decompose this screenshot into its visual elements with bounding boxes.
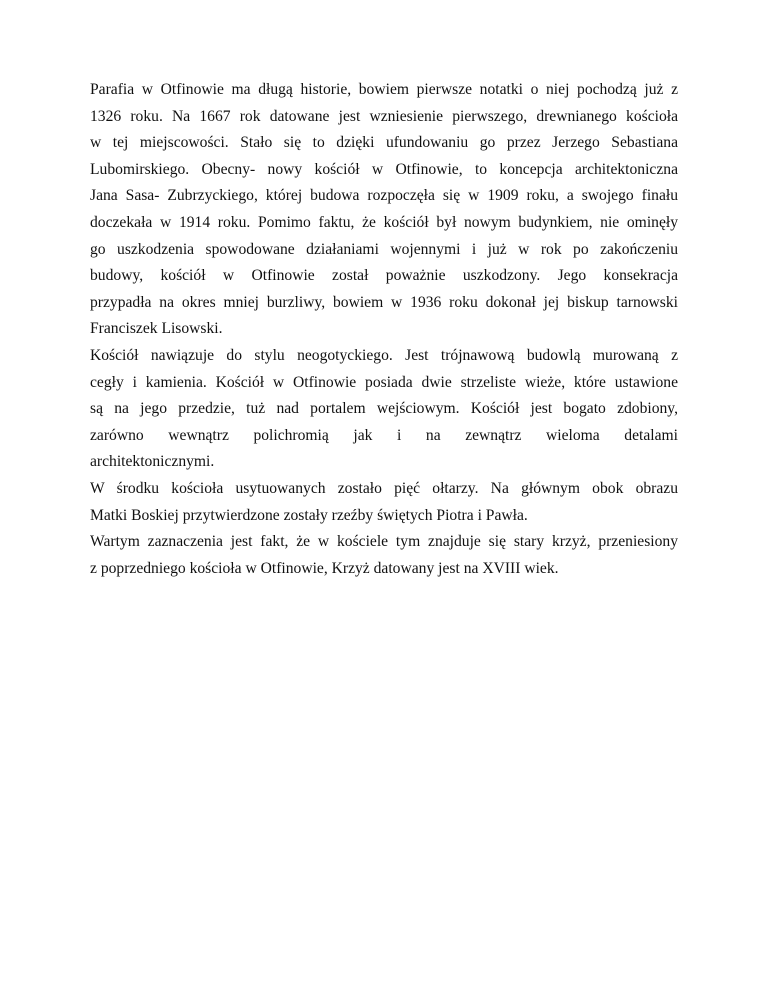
text-line: Lubomirskiego. Obecny- nowy kościół w Otfinowie, to koncepcja architektoniczna: [90, 160, 678, 178]
text-line: Jana Sasa- Zubrzyckiego, której budowa rozpoczęła się w 1909 roku, a swojego finału: [90, 187, 678, 205]
text-line: zarówno wewnątrz polichromią jak i na zewnątrz wieloma detalami: [90, 426, 678, 444]
text-line: 1326 roku. Na 1667 rok datowane jest wzniesienie pierwszego, drewnianego kościoła: [90, 107, 678, 125]
text-line: z poprzedniego kościoła w Otfinowie, Krzyż datowany jest na XVIII wiek.: [90, 559, 559, 577]
paragraph-parish-history: [90, 77, 678, 343]
text-line: W środku kościoła usytuowanych zostało pięć ołtarzy. Na głównym obok obrazu: [90, 479, 678, 497]
document-body: [90, 77, 678, 582]
text-line: są na jego przedzie, tuż nad portalem wejściowym. Kościół jest bogato zdobiony,: [90, 400, 678, 418]
text-line: w tej miejscowości. Stało się to dzięki ufundowaniu go przez Jerzego Sebastiana: [90, 134, 678, 152]
text-line: Wartym zaznaczenia jest fakt, że w kościele tym znajduje się stary krzyż, przeniesiony: [90, 533, 678, 551]
text-line: Kościół nawiązuje do stylu neogotyckiego. Jest trójnawową budowlą murowaną z: [90, 346, 678, 364]
text-line: Parafia w Otfinowie ma długą historie, bowiem pierwsze notatki o niej pochodzą już z: [90, 81, 678, 98]
text-line: doczekała w 1914 roku. Pomimo faktu, że kościół był nowym budynkiem, nie ominęły: [90, 213, 678, 231]
text-line: go uszkodzenia spowodowane działaniami wojennymi i już w rok po zakończeniu: [90, 240, 678, 258]
text-line: Matki Boskiej przytwierdzone zostały rzeźby świętych Piotra i Pawła.: [90, 506, 528, 524]
text-line: Franciszek Lisowski.: [90, 320, 223, 338]
text-line: architektonicznymi.: [90, 453, 215, 471]
paragraph-old-cross: [90, 529, 678, 582]
text-line: przypadła na okres mniej burzliwy, bowiem w 1936 roku dokonał jej biskup tarnowski: [90, 293, 678, 311]
paragraph-church-style: [90, 343, 678, 476]
text-line: budowy, kościół w Otfinowie został poważnie uszkodzony. Jego konsekracja: [90, 267, 678, 285]
text-line: cegły i kamienia. Kościół w Otfinowie posiada dwie strzeliste wieże, które ustawione: [90, 373, 678, 391]
paragraph-altars: [90, 476, 678, 529]
